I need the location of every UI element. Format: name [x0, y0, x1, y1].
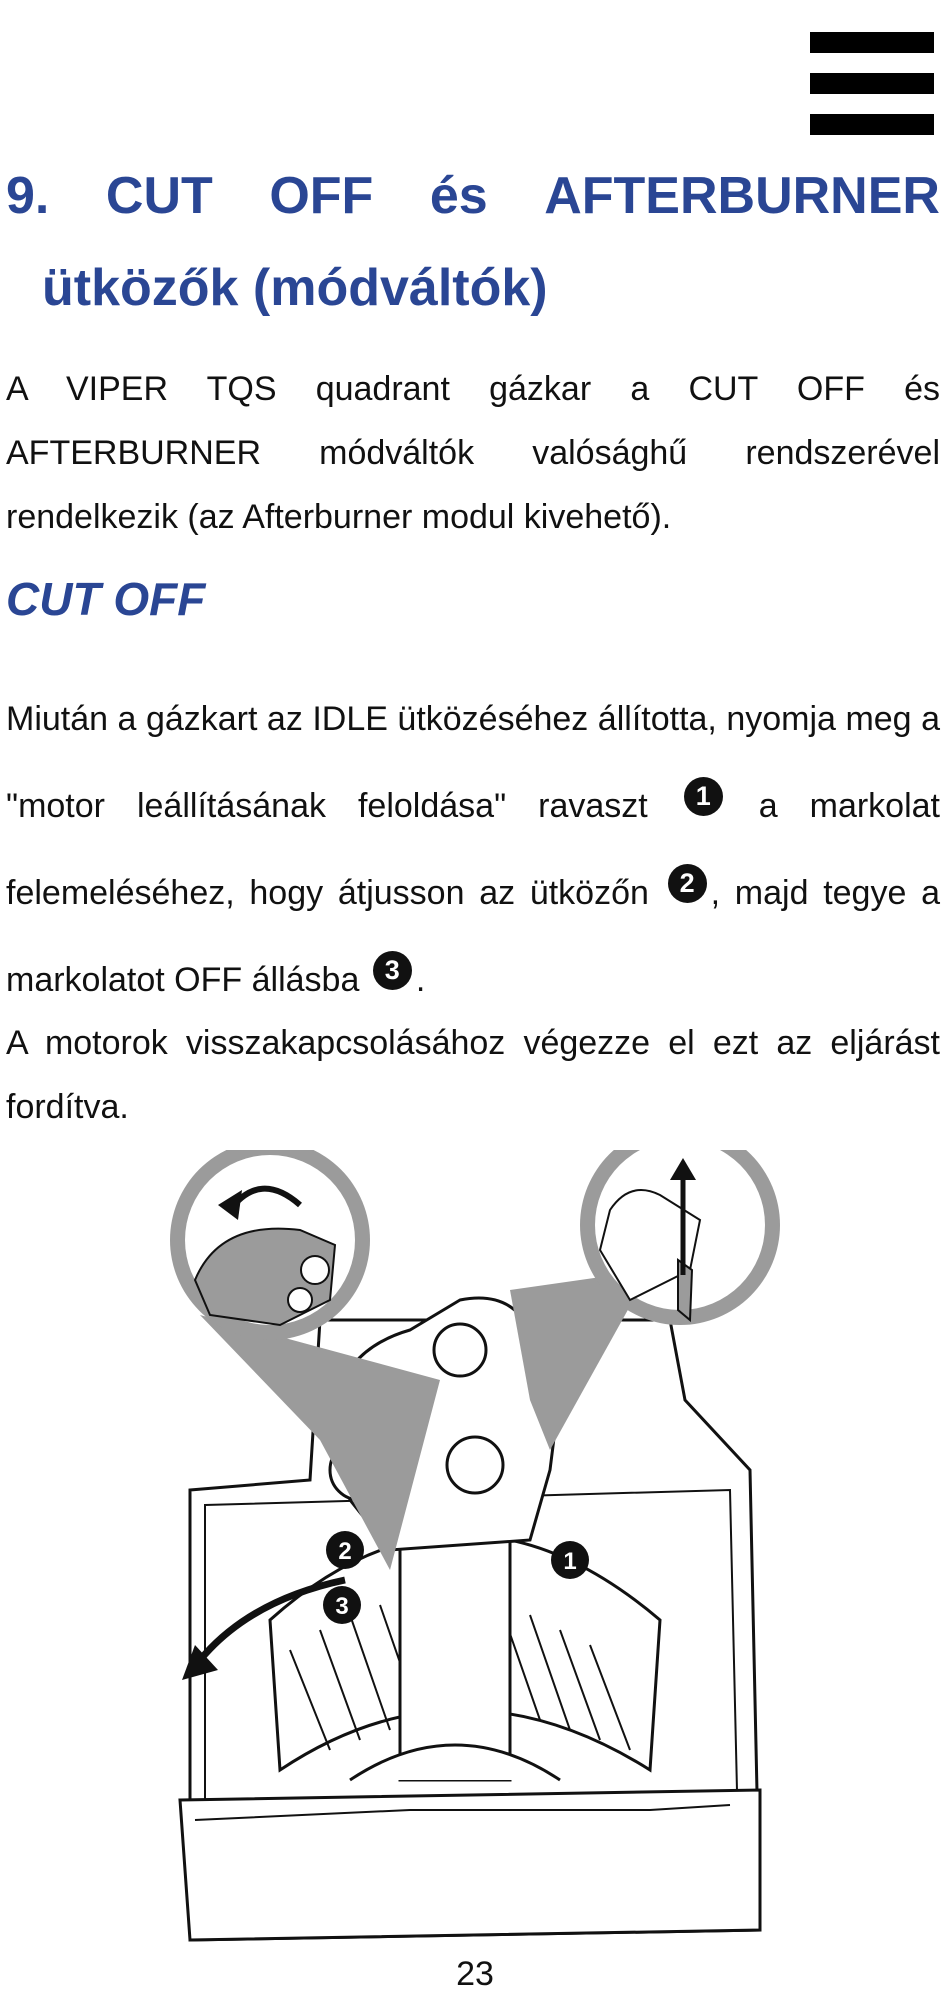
figure-marker-3: [323, 1586, 361, 1624]
cutoff-comma: ,: [710, 874, 721, 912]
cutoff-text-2: a markolat felemeléséhez, hogy átjusson az ütközőn: [6, 787, 940, 912]
svg-text:2: 2: [338, 1538, 352, 1565]
menu-bar: [810, 32, 934, 53]
cutoff-period: .: [415, 961, 426, 999]
figure-marker-2: [326, 1531, 364, 1569]
step-marker-2: 2: [668, 864, 707, 903]
intro-paragraph: A VIPER TQS quadrant gázkar a CUT OFF és AFTERBURNER módváltók valósághű rendszerével rendelkezik (az Afterburner modul kivehető).: [6, 370, 940, 536]
menu-bar: [810, 114, 934, 135]
reverse-paragraph: A motorok visszakapcsolásához végezze el ezt az eljárást fordítva.: [6, 1024, 940, 1126]
heading-word-cut: CUT: [105, 167, 213, 225]
zoom-left-button-2: [288, 1288, 312, 1312]
section-heading-line1: [6, 150, 940, 242]
cutoff-text-1: Miután a gázkart az IDLE ütközéséhez állította, nyomja meg a "motor leállításának feloldása" ravaszt: [6, 700, 940, 825]
menu-bar: [810, 73, 934, 94]
svg-text:3: 3: [335, 1593, 349, 1620]
hamburger-menu-icon[interactable]: [810, 32, 934, 136]
step-marker-1: 1: [684, 777, 723, 816]
zoom-left-button-1: [301, 1256, 329, 1284]
svg-text:1: 1: [563, 1548, 577, 1575]
section-number: 9.: [6, 167, 50, 225]
handle-top-button: [434, 1324, 486, 1376]
section-heading-line2: ütközők (módváltók): [42, 259, 548, 317]
heading-word-es: és: [429, 167, 488, 225]
handle-knob: [447, 1437, 503, 1493]
throttle-svg: [130, 1150, 830, 1950]
page-number: 23: [456, 1955, 494, 1993]
heading-word-off: OFF: [269, 167, 374, 225]
cutoff-instructions: [6, 676, 940, 1024]
figure-marker-1: [551, 1541, 589, 1579]
section-heading: [6, 150, 940, 334]
cutoff-text-4: majd tegye a markolatot OFF állásba: [6, 874, 941, 999]
cutoff-subheading: CUT OFF: [6, 573, 206, 625]
quadrant-front: [180, 1790, 760, 1940]
step-marker-3: 3: [373, 951, 412, 990]
throttle-illustration: [130, 1150, 830, 1950]
heading-word-afterburner: AFTERBURNER: [544, 167, 940, 225]
